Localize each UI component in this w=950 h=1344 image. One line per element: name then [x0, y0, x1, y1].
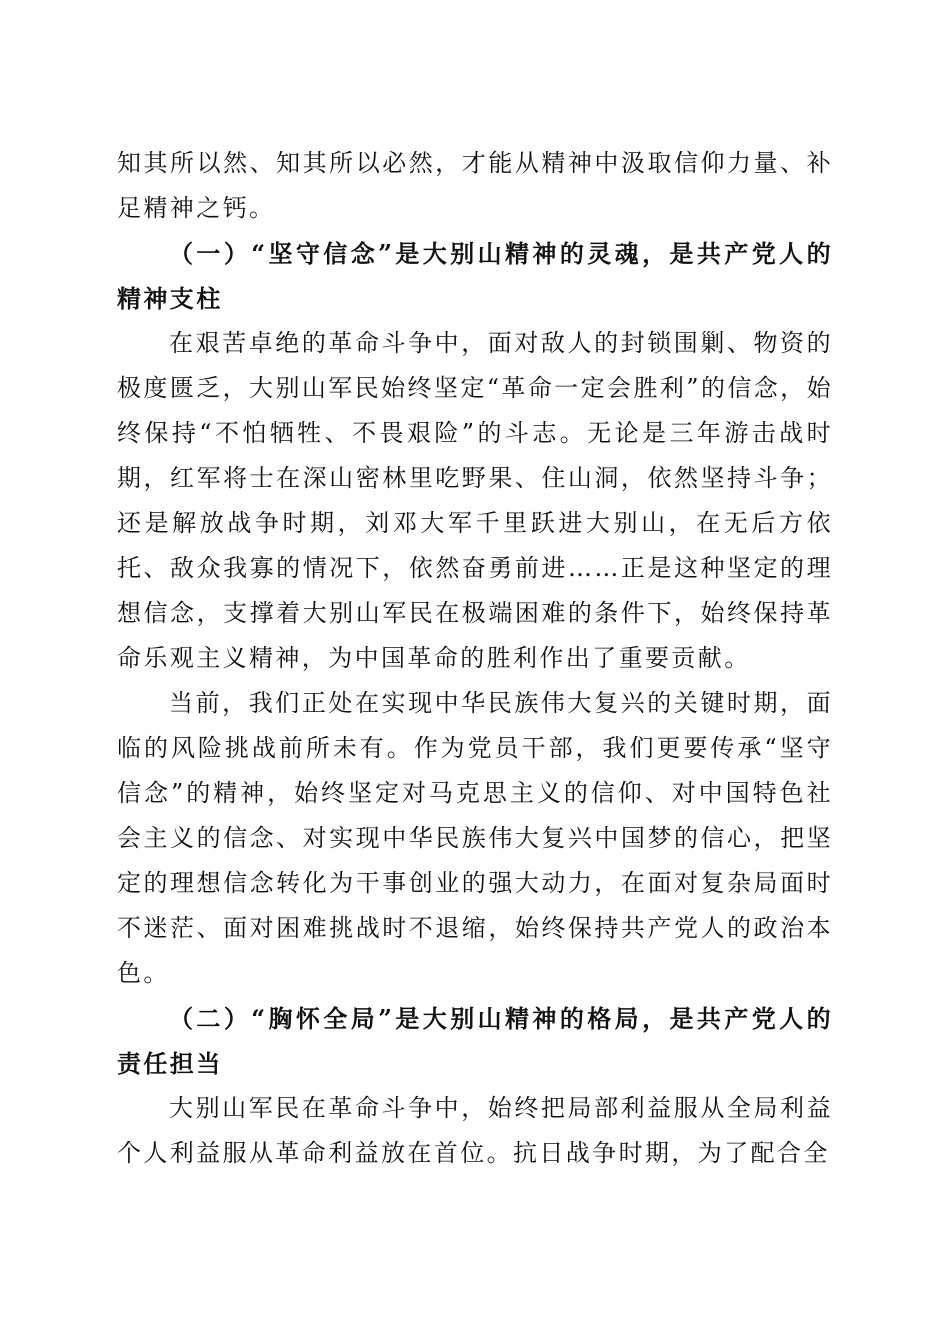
- paragraph-continuation: 知其所以然、知其所以必然，才能从精神中汲取信仰力量、补足精神之钙。: [117, 149, 833, 222]
- paragraph-overall-interest: 大别山军民在革命斗争中，始终把局部利益服从全局利益个人利益服从革命利益放在首位。抗日战争时期，为了配合全: [117, 1094, 833, 1167]
- paragraph-hardship-struggle: 在艰苦卓绝的革命斗争中，面对敌人的封锁围剿、物资的极度匮乏，大别山军民始终坚定“革命一定会胜利”的信念，始终保持“不怕牺牲、不畏艰险”的斗志。无论是三年游击战时期，红军将士在深山密林里吃野果、住山洞，依然坚持斗争；还是解放战争时期，刘邓大军千里跃进大别山，在无后方依托、敌众我寡的情况下，依然奋勇前进……正是这种坚定的理想信念，支撑着大别山军民在极端困难的条件下，始终保持革命乐观主义精神，为中国革命的胜利作出了重要贡献。: [117, 329, 833, 672]
- section-heading-2: （二）“胸怀全局”是大别山精神的格局，是共产党人的责任担当: [117, 1004, 833, 1078]
- paragraph-current-period: 当前，我们正处在实现中华民族伟大复兴的关键时期，面临的风险挑战前所未有。作为党员干部，我们更要传承“坚守信念”的精神，始终坚定对马克思主义的信仰、对中国特色社会主义的信念、对实现中华民族伟大复兴中国梦的信心，把坚定的理想信念转化为干事创业的强大动力，在面对复杂局面时不迷茫、面对困难挑战时不退缩，始终保持共产党人的政治本色。: [117, 689, 833, 987]
- document-body: [117, 141, 833, 1176]
- section-heading-1: （一）“坚守信念”是大别山精神的灵魂，是共产党人的精神支柱: [117, 239, 833, 313]
